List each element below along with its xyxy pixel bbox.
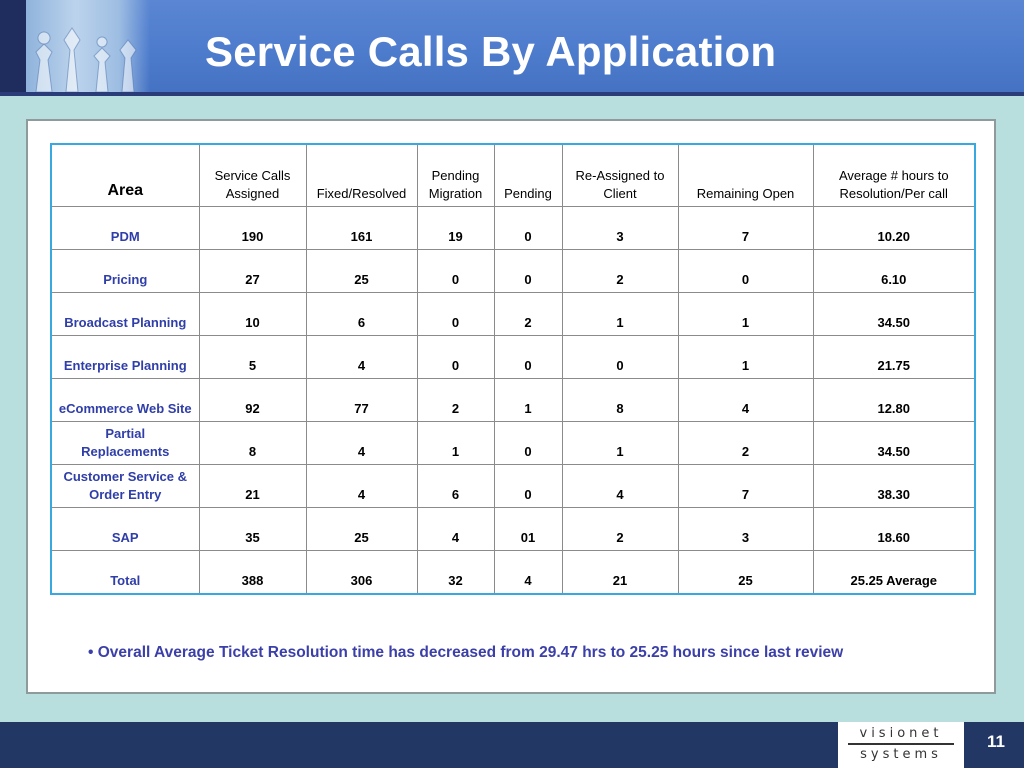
area-cell: Broadcast Planning	[51, 293, 199, 336]
remaining-cell: 7	[678, 207, 813, 250]
reassigned-cell: 3	[562, 207, 678, 250]
pending-migration-cell: 4	[417, 508, 494, 551]
pending-migration-cell: 19	[417, 207, 494, 250]
assigned-cell: 5	[199, 336, 306, 379]
reassigned-cell: 4	[562, 465, 678, 508]
remaining-cell: 3	[678, 508, 813, 551]
reassigned-cell: 0	[562, 336, 678, 379]
avg-hours-cell: 18.60	[813, 508, 975, 551]
remaining-cell: 4	[678, 379, 813, 422]
assigned-cell: 388	[199, 551, 306, 595]
remaining-cell: 7	[678, 465, 813, 508]
remaining-cell: 25	[678, 551, 813, 595]
logo-wordmark-top: visionet	[848, 726, 954, 745]
remaining-cell: 0	[678, 250, 813, 293]
table-row	[51, 207, 975, 250]
assigned-cell: 190	[199, 207, 306, 250]
assigned-cell: 92	[199, 379, 306, 422]
visionet-logo	[838, 722, 964, 768]
pending-cell: 01	[494, 508, 562, 551]
bullet-icon: •	[88, 644, 94, 661]
avg-hours-cell: 34.50	[813, 293, 975, 336]
remaining-cell: 2	[678, 422, 813, 465]
avg-hours-cell: 34.50	[813, 422, 975, 465]
pending-migration-cell: 0	[417, 293, 494, 336]
pending-cell: 0	[494, 207, 562, 250]
header-side-bar	[0, 0, 26, 92]
reassigned-cell: 2	[562, 508, 678, 551]
reassigned-cell: 21	[562, 551, 678, 595]
header-reassigned: Re-Assigned to Client	[562, 144, 678, 207]
header-divider	[0, 92, 1024, 96]
table-row	[51, 336, 975, 379]
area-cell: SAP	[51, 508, 199, 551]
logo-wordmark-bottom: systems	[860, 747, 942, 762]
assigned-cell: 8	[199, 422, 306, 465]
fixed-cell: 77	[306, 379, 417, 422]
pending-cell: 0	[494, 465, 562, 508]
avg-hours-cell: 10.20	[813, 207, 975, 250]
pending-cell: 1	[494, 379, 562, 422]
header-pending: Pending	[494, 144, 562, 207]
assigned-cell: 10	[199, 293, 306, 336]
table-header-row	[51, 144, 975, 207]
header-pending-migration: Pending Migration	[417, 144, 494, 207]
pending-migration-cell: 0	[417, 250, 494, 293]
fixed-cell: 6	[306, 293, 417, 336]
reassigned-cell: 2	[562, 250, 678, 293]
pending-cell: 0	[494, 336, 562, 379]
reassigned-cell: 8	[562, 379, 678, 422]
avg-hours-cell: 12.80	[813, 379, 975, 422]
pending-migration-cell: 32	[417, 551, 494, 595]
assigned-cell: 27	[199, 250, 306, 293]
header-area: Area	[51, 144, 199, 207]
remaining-cell: 1	[678, 293, 813, 336]
chess-pieces-icon	[26, 0, 150, 92]
table-row	[51, 465, 975, 508]
slide-title: Service Calls By Application	[205, 28, 777, 75]
pending-migration-cell: 0	[417, 336, 494, 379]
table-row	[51, 379, 975, 422]
avg-hours-cell: 6.10	[813, 250, 975, 293]
table-total-row	[51, 551, 975, 595]
page-number: 11	[968, 722, 1024, 768]
fixed-cell: 25	[306, 250, 417, 293]
area-cell: Customer Service & Order Entry	[51, 465, 199, 508]
assigned-cell: 21	[199, 465, 306, 508]
avg-hours-cell: 25.25 Average	[813, 551, 975, 595]
header-fixed: Fixed/Resolved	[306, 144, 417, 207]
avg-hours-cell: 21.75	[813, 336, 975, 379]
fixed-cell: 161	[306, 207, 417, 250]
table-row	[51, 422, 975, 465]
pending-cell: 4	[494, 551, 562, 595]
area-cell: Total	[51, 551, 199, 595]
assigned-cell: 35	[199, 508, 306, 551]
area-cell: Partial Replacements	[51, 422, 199, 465]
reassigned-cell: 1	[562, 422, 678, 465]
fixed-cell: 25	[306, 508, 417, 551]
table-row	[51, 250, 975, 293]
reassigned-cell: 1	[562, 293, 678, 336]
pending-cell: 2	[494, 293, 562, 336]
pending-cell: 0	[494, 422, 562, 465]
pending-migration-cell: 6	[417, 465, 494, 508]
table-row	[51, 508, 975, 551]
summary-note	[88, 644, 968, 662]
area-cell: PDM	[51, 207, 199, 250]
pending-migration-cell: 1	[417, 422, 494, 465]
fixed-cell: 4	[306, 422, 417, 465]
avg-hours-cell: 38.30	[813, 465, 975, 508]
pending-cell: 0	[494, 250, 562, 293]
area-cell: Enterprise Planning	[51, 336, 199, 379]
header-assigned: Service Calls Assigned	[199, 144, 306, 207]
area-cell: eCommerce Web Site	[51, 379, 199, 422]
remaining-cell: 1	[678, 336, 813, 379]
service-calls-table	[50, 143, 976, 595]
area-cell: Pricing	[51, 250, 199, 293]
header-avg-hours: Average # hours to Resolution/Per call	[813, 144, 975, 207]
summary-note-text: Overall Average Ticket Resolution time has decreased from 29.47 hrs to 25.25 hours since last review	[97, 644, 844, 661]
header-remaining: Remaining Open	[678, 144, 813, 207]
pending-migration-cell: 2	[417, 379, 494, 422]
fixed-cell: 4	[306, 336, 417, 379]
table-row	[51, 293, 975, 336]
fixed-cell: 4	[306, 465, 417, 508]
fixed-cell: 306	[306, 551, 417, 595]
chess-pieces-image	[26, 0, 150, 92]
